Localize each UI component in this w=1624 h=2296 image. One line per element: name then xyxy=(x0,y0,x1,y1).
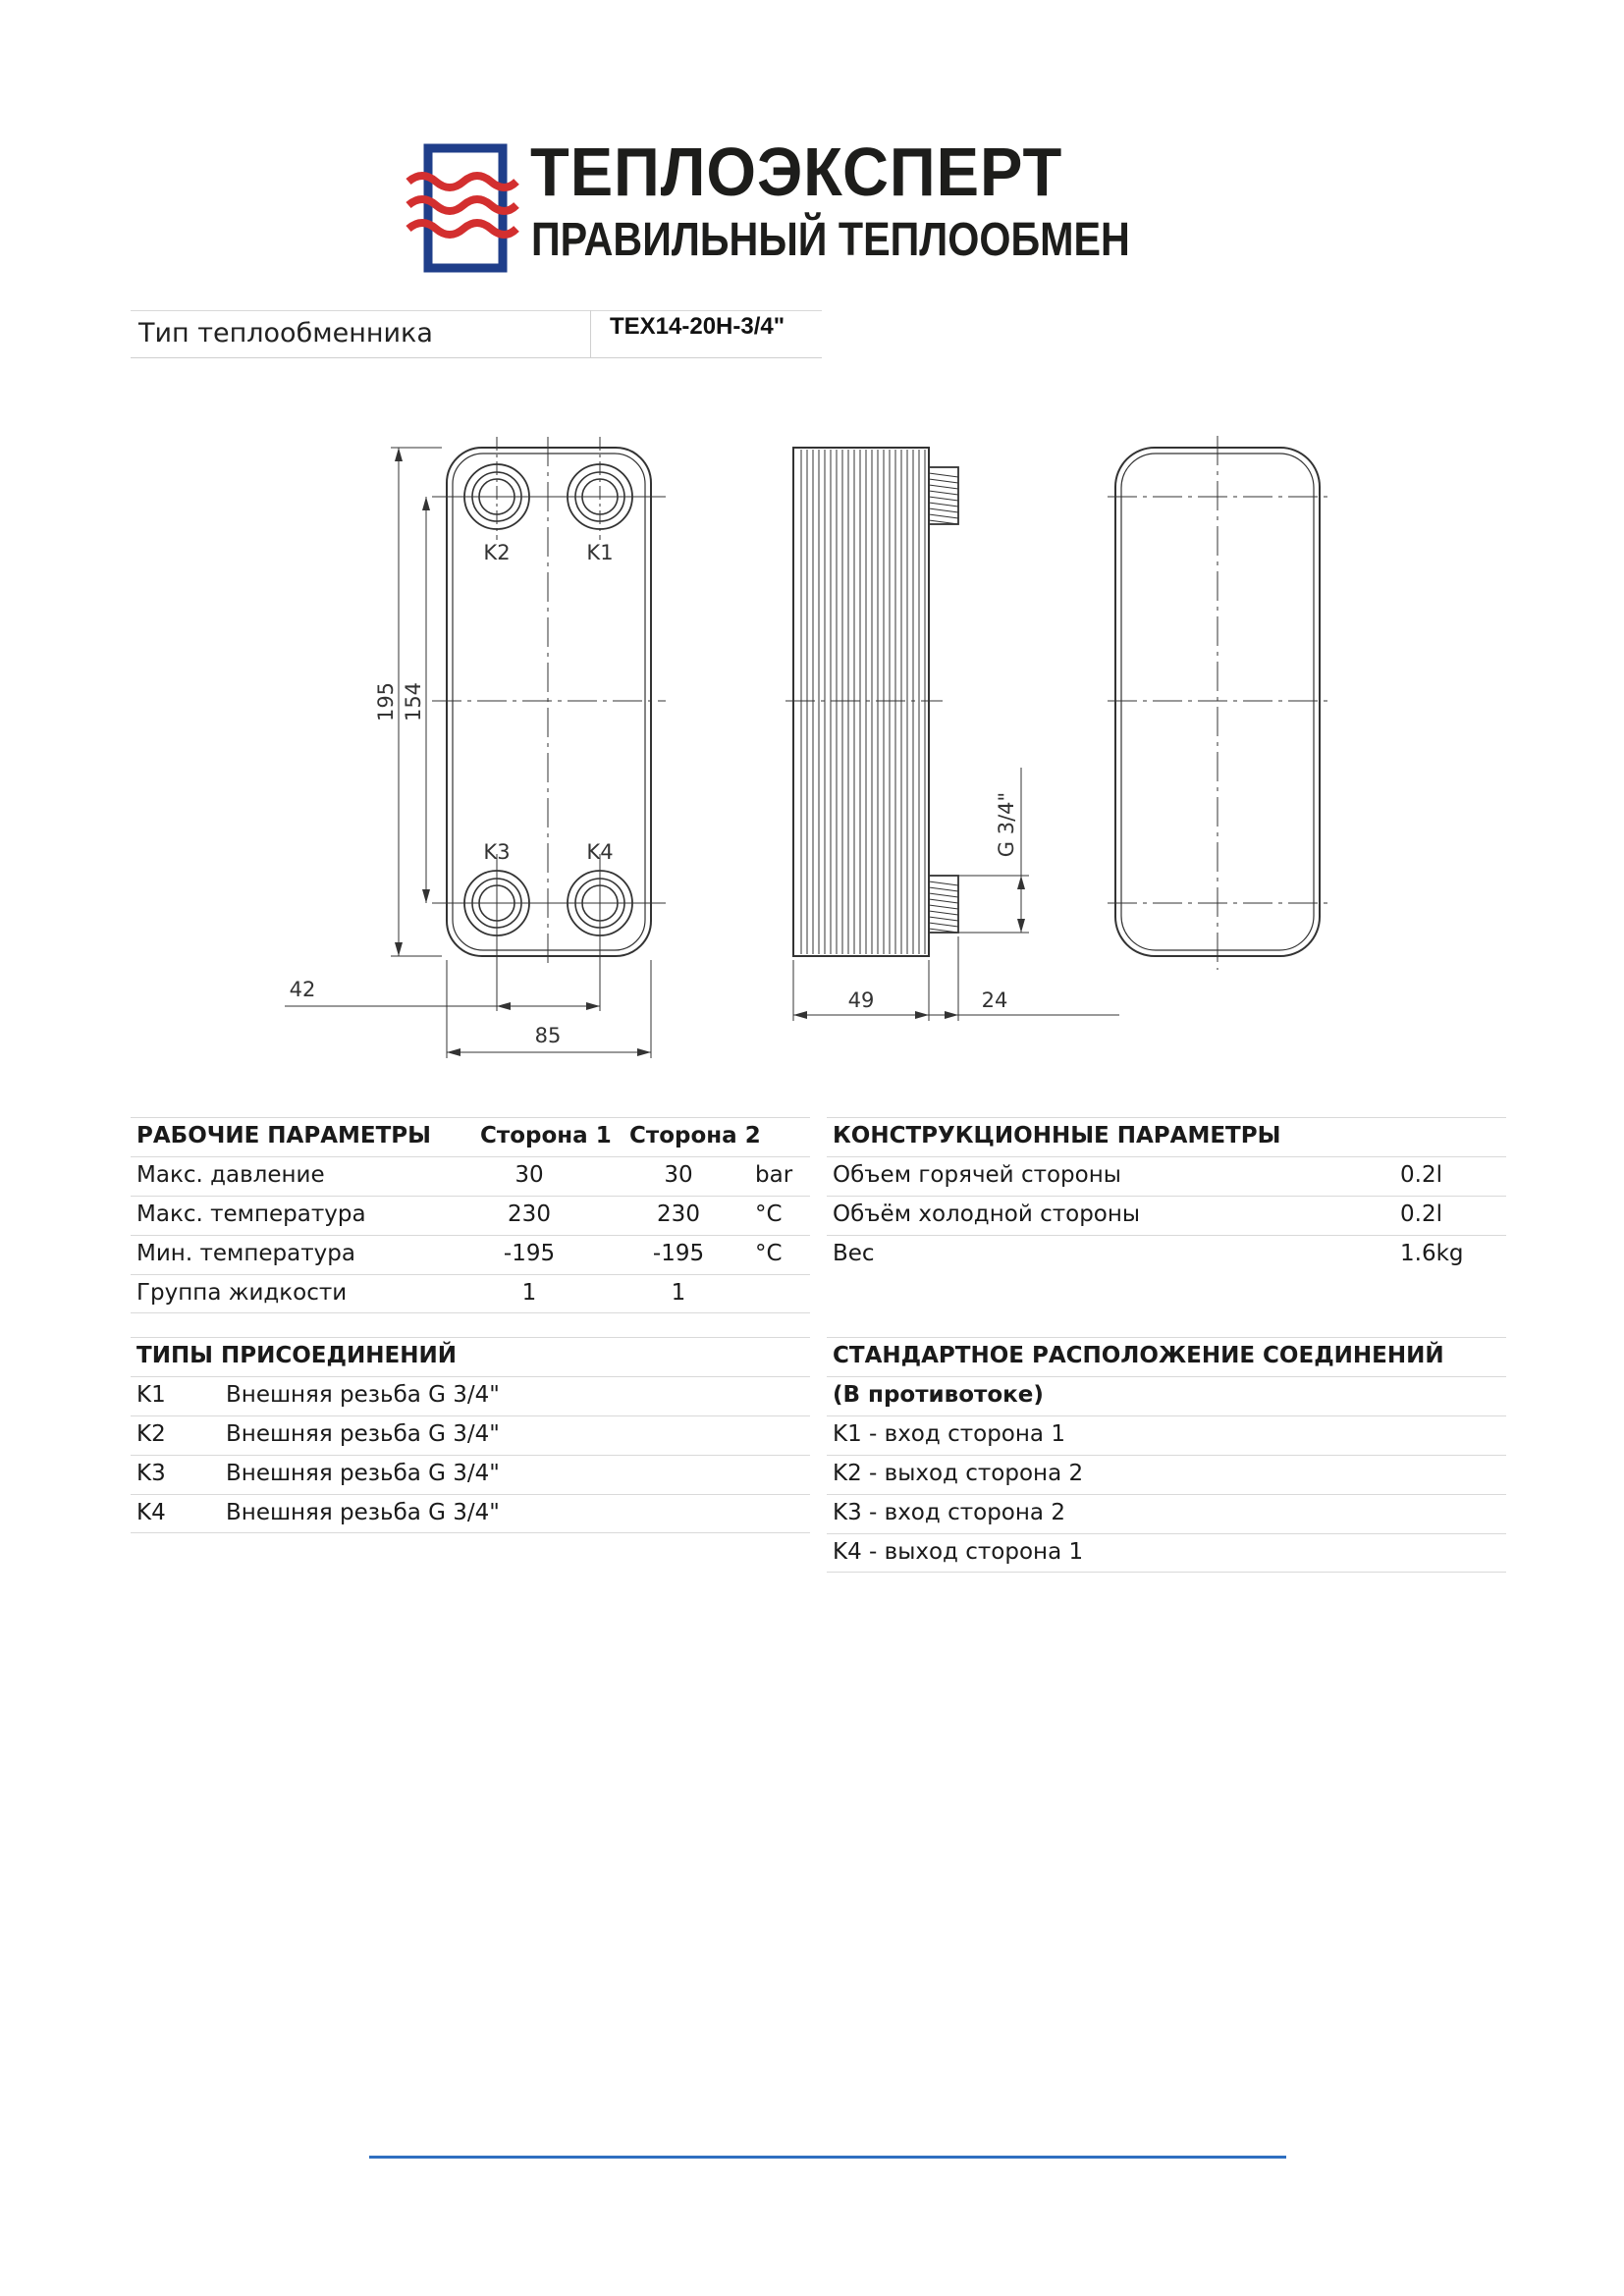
side-view xyxy=(785,448,1119,1021)
construction-header-row xyxy=(827,1117,1506,1156)
side1-header: Сторона 1 xyxy=(480,1123,612,1148)
operating-side2-value: -195 xyxy=(652,1241,705,1266)
layout-row xyxy=(827,1494,1506,1533)
construction-title: КОНСТРУКЦИОННЫЕ ПАРАМЕТРЫ xyxy=(833,1123,1281,1148)
layout-subtitle-row xyxy=(827,1376,1506,1415)
construction-param-label: Объем горячей стороны xyxy=(833,1162,1121,1188)
label-k2: K2 xyxy=(483,541,511,564)
connection-desc: Внешняя резьба G 3/4" xyxy=(226,1500,500,1525)
operating-param-label: Макс. давление xyxy=(136,1162,325,1188)
construction-row xyxy=(827,1156,1506,1196)
connection-port: K3 xyxy=(136,1461,166,1486)
connections-title: ТИПЫ ПРИСОЕДИНЕНИЙ xyxy=(136,1343,457,1368)
layout-row-text: K3 - вход сторона 2 xyxy=(833,1500,1065,1525)
construction-parameters-table xyxy=(827,1117,1506,1274)
construction-row xyxy=(827,1196,1506,1235)
logo-slogan: ПРАВИЛЬНЫЙ ТЕПЛООБМЕН xyxy=(531,214,1130,266)
layout-row-text: K2 - выход сторона 2 xyxy=(833,1461,1084,1486)
layout-row-text: K4 - выход сторона 1 xyxy=(833,1539,1084,1565)
operating-param-label: Группа жидкости xyxy=(136,1280,348,1306)
label-k1: K1 xyxy=(586,541,614,564)
construction-row xyxy=(827,1235,1506,1274)
construction-param-label: Вес xyxy=(833,1241,875,1266)
operating-header-row xyxy=(131,1117,810,1156)
connection-row xyxy=(131,1376,810,1415)
operating-unit: °C xyxy=(755,1241,783,1266)
connection-port: K2 xyxy=(136,1421,166,1447)
operating-side1-value: 30 xyxy=(514,1162,544,1188)
layout-row-text: K1 - вход сторона 1 xyxy=(833,1421,1065,1447)
operating-row xyxy=(131,1274,810,1313)
back-view xyxy=(1108,436,1333,970)
operating-row xyxy=(131,1156,810,1196)
connections-header-row xyxy=(131,1337,810,1376)
side2-header: Сторона 2 xyxy=(629,1123,761,1148)
operating-parameters-table xyxy=(131,1117,810,1313)
operating-param-label: Макс. температура xyxy=(136,1201,366,1227)
operating-unit: bar xyxy=(755,1162,793,1188)
company-logo xyxy=(403,133,1130,280)
dim-thread-length: 24 xyxy=(981,988,1008,1012)
operating-unit: °C xyxy=(755,1201,783,1227)
construction-param-value: 1.6kg xyxy=(1400,1241,1464,1266)
layout-title: СТАНДАРТНОЕ РАСПОЛОЖЕНИЕ СОЕДИНЕНИЙ xyxy=(833,1343,1444,1368)
footer-line xyxy=(369,2156,1286,2159)
construction-param-label: Объём холодной стороны xyxy=(833,1201,1141,1227)
dim-height-ports: 154 xyxy=(402,681,425,722)
operating-side2-value: 30 xyxy=(664,1162,693,1188)
connection-desc: Внешняя резьба G 3/4" xyxy=(226,1382,500,1408)
connection-port: K4 xyxy=(136,1500,166,1525)
label-k4: K4 xyxy=(586,840,614,864)
front-view xyxy=(285,437,666,1058)
connection-desc: Внешняя резьба G 3/4" xyxy=(226,1421,500,1447)
operating-side2-value: 1 xyxy=(671,1280,686,1306)
connection-row xyxy=(131,1494,810,1533)
construction-param-value: 0.2l xyxy=(1400,1162,1442,1188)
dim-width-ports: 42 xyxy=(289,978,316,1001)
operating-row xyxy=(131,1196,810,1235)
operating-param-label: Мин. температура xyxy=(136,1241,355,1266)
exchanger-type-value: TEX14-20H-3/4" xyxy=(610,313,785,340)
connection-row xyxy=(131,1415,810,1455)
operating-title: РАБОЧИЕ ПАРАМЕТРЫ xyxy=(136,1123,431,1148)
connection-row xyxy=(131,1455,810,1494)
connection-desc: Внешняя резьба G 3/4" xyxy=(226,1461,500,1486)
logo-company-name: ТЕПЛОЭКСПЕРТ xyxy=(530,133,1063,210)
operating-side1-value: -195 xyxy=(503,1241,556,1266)
layout-row xyxy=(827,1415,1506,1455)
operating-row xyxy=(131,1235,810,1274)
logo-emblem-icon xyxy=(403,142,520,280)
construction-param-value: 0.2l xyxy=(1400,1201,1442,1227)
exchanger-type-row xyxy=(131,310,822,359)
dim-width-total: 85 xyxy=(534,1024,562,1047)
layout-header-row xyxy=(827,1337,1506,1376)
standard-layout-table xyxy=(827,1337,1506,1573)
operating-side1-value: 230 xyxy=(508,1201,551,1227)
connection-types-table xyxy=(131,1337,810,1533)
operating-side1-value: 1 xyxy=(521,1280,537,1306)
layout-subtitle: (В противотоке) xyxy=(833,1382,1044,1408)
technical-drawing xyxy=(275,422,1375,1070)
connection-port: K1 xyxy=(136,1382,166,1408)
layout-row xyxy=(827,1533,1506,1573)
label-k3: K3 xyxy=(483,840,511,864)
exchanger-type-label: Тип теплообменника xyxy=(138,318,433,348)
dim-height-total: 195 xyxy=(374,681,398,722)
dim-depth: 49 xyxy=(847,988,875,1012)
layout-row xyxy=(827,1455,1506,1494)
operating-side2-value: 230 xyxy=(657,1201,700,1227)
dim-thread: G 3/4" xyxy=(995,791,1018,858)
